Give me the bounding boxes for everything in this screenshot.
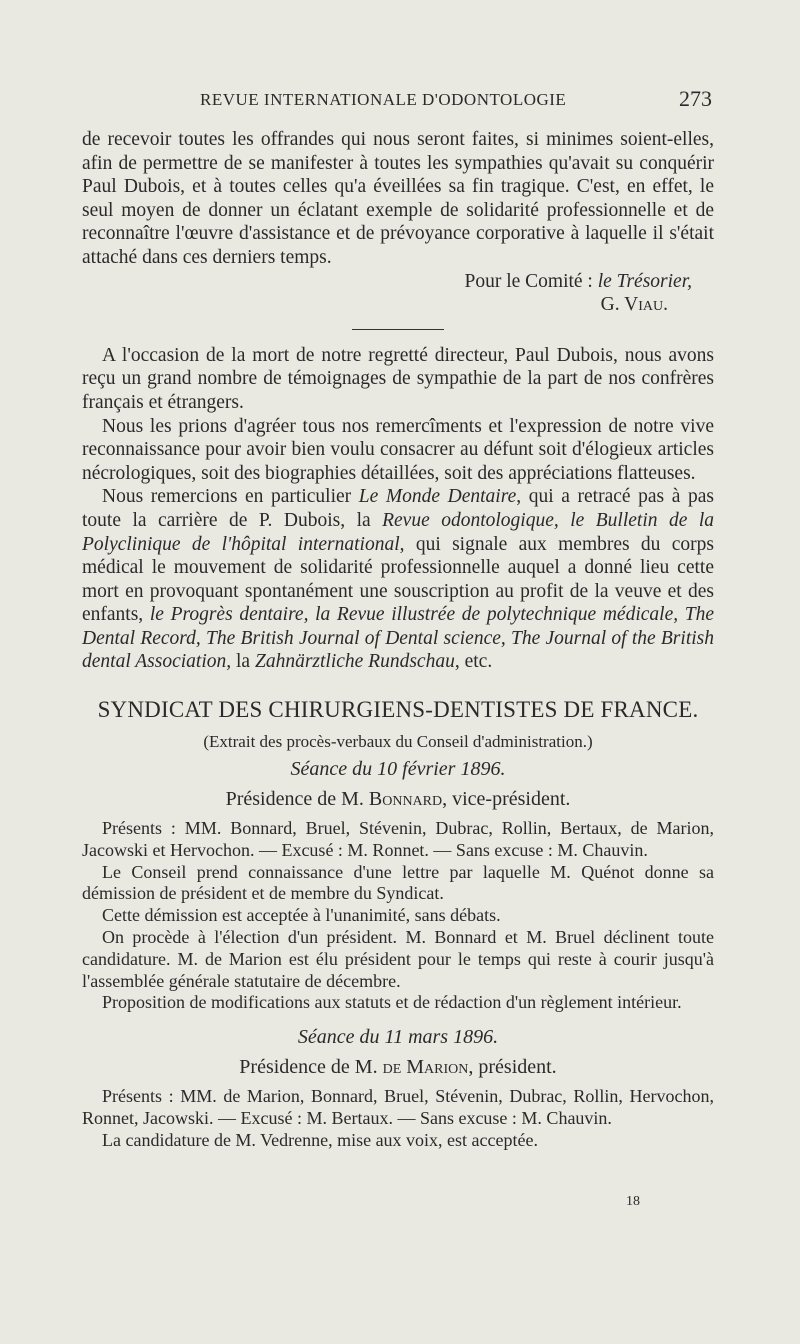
thanks-p3-title-4: Zahnärztliche Rundschau [254, 651, 455, 673]
seance-1-paragraph-3: Cette démission est acceptée à l'unanimité, sans débats. [102, 905, 501, 926]
thanks-p3-text-a: Nous remercions en particulier [102, 486, 359, 508]
seance-1-presidence [82, 786, 714, 812]
seance-1-paragraph-4: On procède à l'élection d'un président. M. Bonnard et M. Bruel déclinent toute candidature. M. de Marion est élu président pour le temps qui reste à courir jusqu'à l'assemblée générale statutaire de décembre. [82, 927, 714, 991]
seance-2-paragraph-1: Présents : MM. de Marion, Bonnard, Bruel, Stévenin, Dubrac, Rollin, Hervochon, Ronnet, Jacowski. — Excusé : M. Bertaux. — Sans excuse : M. Chauvin. [82, 1086, 714, 1129]
signature-mark: 18 [626, 1194, 640, 1209]
thanks-paragraph-3 [82, 485, 714, 674]
seance-2-paragraph-2: La candidature de M. Vedrenne, mise aux voix, est acceptée. [102, 1129, 538, 1150]
thanks-p3-text-d: la [231, 651, 255, 673]
syndicat-extract-note: (Extrait des procès-verbaux du Conseil d'administration.) [203, 732, 593, 752]
thanks-p3-title-3: le Progrès dentaire, la Revue illustrée de polytechnique médicale, The Dental Record, The British Journal of Dental science, The Journal of the British dental Association, [82, 604, 714, 673]
seance-1-president-name: Bonnard [368, 788, 443, 811]
thanks-p3-text-e: , etc. [454, 651, 493, 673]
thanks-p3-title-2: Revue odontologique, le Bulletin de la Polyclinique de l'hôpital international [82, 509, 714, 555]
seance-1-date: Séance du 10 février 1896. [290, 758, 506, 781]
thanks-p3-text-c: , qui signale aux membres du corps médical le mouvement de solidarité professionnelle auquel a donné lieu cette mort en provoquant spontanément une souscription au profit de la veuve et des enfants, [82, 533, 714, 626]
seance-2-minutes [82, 1086, 714, 1151]
seance-2-president-name: de Marion [382, 1056, 469, 1079]
seance-2-presidence-a: Présidence de M. [239, 1056, 383, 1079]
signature-committee [82, 270, 692, 294]
seance-1-minutes [82, 818, 714, 1014]
thanks-p3-text-b: , qui a retracé pas à pas toute la carrière de P. Dubois, la [82, 486, 714, 531]
seance-1-paragraph-2: Le Conseil prend connaissance d'une lettre par laquelle M. Quénot donne sa démission de président et de membre du Syndicat. [82, 861, 714, 904]
seance-2-presidence [82, 1054, 714, 1080]
seance-1-presidence-a: Présidence de M. [225, 788, 369, 811]
signature-name: G. Viau. [600, 294, 668, 316]
seance-1-presidence-b: , vice-président. [442, 788, 571, 811]
page-number: 273 [679, 86, 712, 111]
signature-committee-roman: Pour le Comité : [464, 270, 598, 292]
section-divider [352, 329, 444, 330]
syndicat-title: SYNDICAT DES CHIRURGIENS-DENTISTES DE FRANCE. [97, 697, 699, 723]
thanks-p3-title-1: Le Monde Dentaire [358, 486, 517, 508]
seance-2-date: Séance du 11 mars 1896. [297, 1026, 499, 1049]
intro-paragraph: de recevoir toutes les offrandes qui nous seront faites, si minimes soient-elles, afin de permettre de se manifester à toutes les sympathies qu'avait su conquérir Paul Dubois, et à toutes celles qu'a éveillées sa fin tragique. C'est, en effet, le seul moyen de donner un éclatant exemple de solidarité professionnelle et de reconnaître l'œuvre d'assistance et de prévoyance corporative à laquelle il s'était attaché dans ces derniers temps. [82, 129, 714, 268]
thanks-paragraph-1: A l'occasion de la mort de notre regretté directeur, Paul Dubois, nous avons reçu un grand nombre de témoignages de sympathie de la part de nos confrères français et étrangers. [82, 344, 714, 413]
seance-1-paragraph-5: Proposition de modifications aux statuts et de rédaction d'un règlement intérieur. [102, 992, 682, 1013]
signature-committee-role: le Trésorier, [597, 270, 692, 292]
running-head: REVUE INTERNATIONALE D'ODONTOLOGIE [200, 90, 567, 109]
page-body [82, 128, 714, 1152]
seance-1-paragraph-1: Présents : MM. Bonnard, Bruel, Stévenin, Dubrac, Rollin, Bertaux, de Marion, Jacowski et Hervochon. — Excusé : M. Ronnet. — Sans excuse : M. Chauvin. [82, 818, 714, 860]
thanks-paragraph-2: Nous les prions d'agréer tous nos remercîments et l'expression de notre vive reconnaissance pour avoir bien voulu consacrer au défunt soit d'élogieux articles nécrologiques, soit des biographies détaillées, soit des appréciations flatteuses. [82, 415, 714, 484]
seance-2-presidence-b: , président. [468, 1056, 557, 1079]
